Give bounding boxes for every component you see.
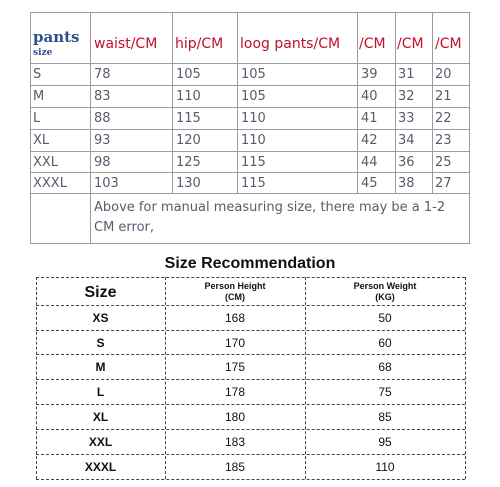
row-col-6: 25 [435,155,452,170]
col-divider [357,12,358,193]
row-height: 168 [224,311,246,325]
row-col-5: 33 [398,111,415,126]
row-length: 110 [241,111,266,126]
row-size: L [96,385,105,399]
row-col-5: 36 [398,155,415,170]
row-weight: 95 [378,435,392,449]
row-col-4: 39 [361,67,378,82]
row-waist: 83 [94,89,111,104]
header-person-height-line1: Person Height [204,281,266,291]
col-divider [237,12,238,193]
row-waist: 78 [94,67,111,82]
row-divider [36,379,465,380]
col-divider [432,12,433,193]
row-size: S [33,67,42,82]
row-length: 110 [241,133,266,148]
row-col-6: 27 [435,176,452,191]
col-divider [395,12,396,193]
row-height: 183 [224,435,246,449]
row-col-6: 20 [435,67,452,82]
row-col-5: 31 [398,67,415,82]
row-divider [36,429,465,430]
header-col-5: /CM [397,36,424,52]
row-size: XL [33,133,50,148]
row-length: 115 [241,155,266,170]
row-divider [36,404,465,405]
row-divider [30,129,470,130]
row-col-4: 42 [361,133,378,148]
row-divider [36,305,465,306]
header-col-4: /CM [359,36,386,52]
row-divider [36,454,465,455]
row-col-6: 23 [435,133,452,148]
size-recommendation-table [0,250,500,487]
row-length: 105 [241,89,266,104]
row-col-5: 38 [398,176,415,191]
row-divider [36,354,465,355]
header-hip: hip/CM [175,36,224,52]
row-weight: 110 [375,460,395,474]
row-size: L [33,111,41,126]
header-person-weight-line2: (KG) [375,292,395,302]
row-divider [36,330,465,331]
row-hip: 125 [176,155,201,170]
row-length: 115 [241,176,266,191]
header-person-weight-line1: Person Weight [353,281,417,291]
row-weight: 68 [378,360,392,374]
row-divider [30,151,470,152]
row-height: 180 [224,410,246,424]
row-weight: 60 [378,336,392,350]
row-col-4: 41 [361,111,378,126]
row-divider [30,172,470,173]
row-height: 185 [224,460,246,474]
row-waist: 98 [94,155,111,170]
row-col-4: 40 [361,89,378,104]
row-weight: 85 [378,410,392,424]
col-divider [172,12,173,193]
row-size: XXXL [33,176,67,191]
row-divider [30,85,470,86]
row-height: 175 [224,360,246,374]
row-height: 170 [224,336,246,350]
header-col-6: /CM [435,36,462,52]
header-pants-length: loog pants/CM [240,36,341,52]
row-divider [30,193,470,194]
row-col-4: 45 [361,176,378,191]
measurement-note-line2: CM error, [94,220,155,235]
row-waist: 88 [94,111,111,126]
row-hip: 120 [176,133,201,148]
row-divider [36,479,465,480]
header-person-weight [305,281,465,303]
row-size: XS [92,311,109,325]
col-divider [465,277,466,479]
row-waist: 103 [94,176,119,191]
row-hip: 105 [176,67,201,82]
row-col-6: 21 [435,89,452,104]
corner-header-pants: pants [33,28,80,46]
row-waist: 93 [94,133,111,148]
header-waist: waist/CM [94,36,158,52]
row-hip: 110 [176,89,201,104]
row-divider [30,107,470,108]
header-person-height-line2: (CM) [225,292,245,302]
row-size: M [95,360,106,374]
header-size: Size [84,284,117,301]
row-size: XL [92,410,109,424]
measurement-note [94,198,494,238]
col-divider [90,12,91,244]
row-col-5: 32 [398,89,415,104]
row-divider [36,277,465,278]
row-height: 178 [224,385,246,399]
row-size: XXL [33,155,59,170]
row-col-4: 44 [361,155,378,170]
row-size: S [96,336,105,350]
corner-header-size: size [33,48,53,58]
row-col-5: 34 [398,133,415,148]
row-size: XXXL [84,460,117,474]
row-length: 105 [241,67,266,82]
row-weight: 50 [378,311,392,325]
row-hip: 115 [176,111,201,126]
row-size: M [33,89,45,104]
measurement-note-line1: Above for manual measuring size, there may be a 1-2 [94,200,446,215]
table-title: Size Recommendation [164,255,336,272]
row-col-6: 22 [435,111,452,126]
row-hip: 130 [176,176,201,191]
row-divider [30,63,470,64]
header-person-height [165,281,305,303]
row-weight: 75 [378,385,392,399]
row-size: XXL [88,435,113,449]
